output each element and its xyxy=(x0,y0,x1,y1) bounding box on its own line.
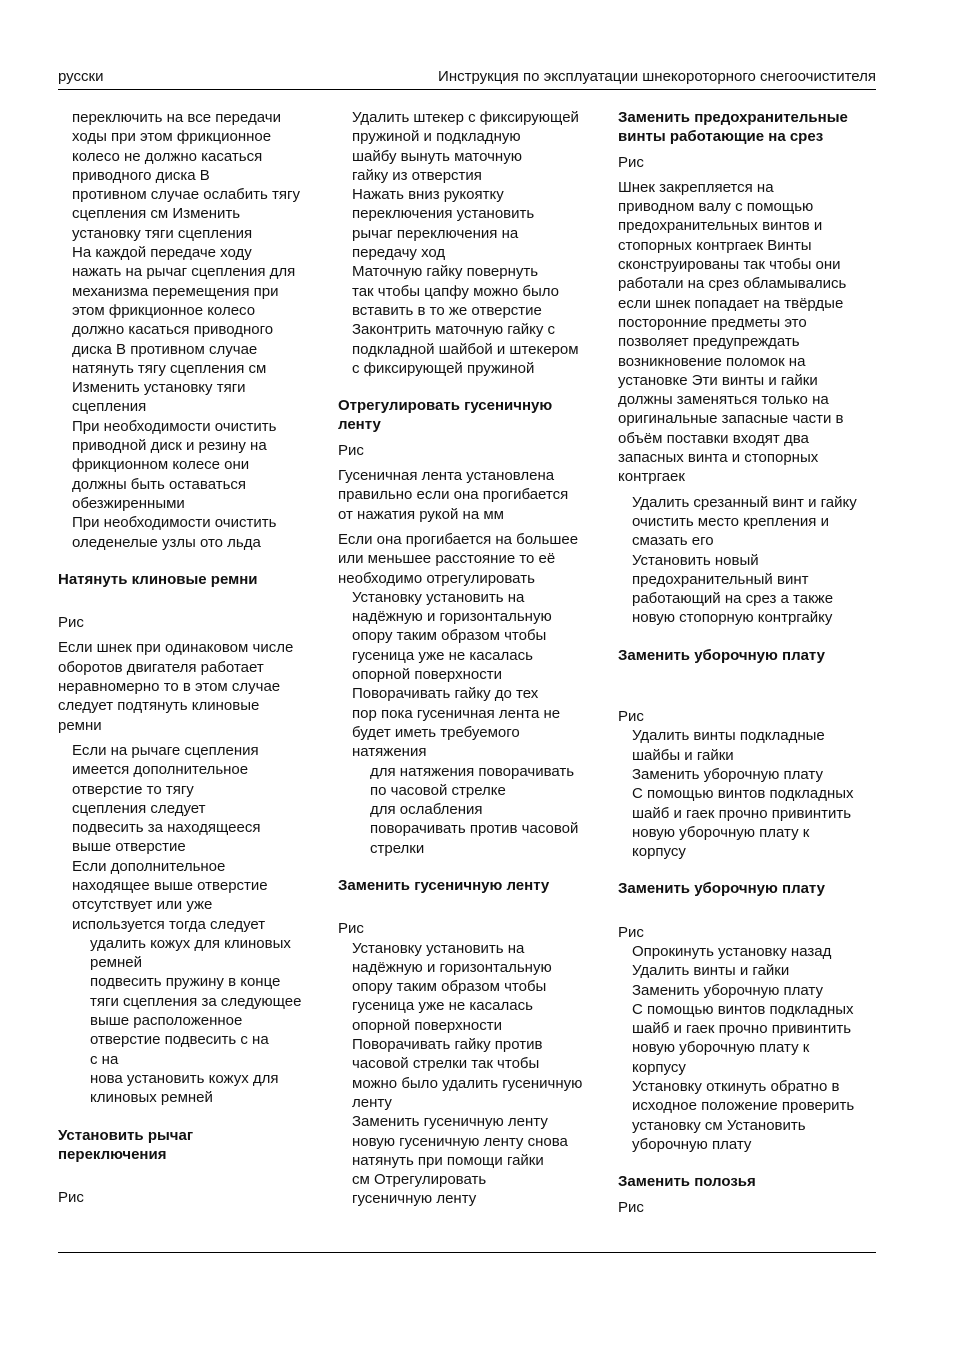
paragraph: Установить новый предохранительный винт работающий на срез а также новую стопорную контргайку xyxy=(632,551,834,627)
paragraph: переключить на все передачи ходы при этом фрикционное колесо не должно касаться приводного диска В противном случае ослабить тягу сцепления см Изменить установку тяги сцепления xyxy=(72,109,300,242)
paragraph: Установку откинуть обратно в исходное положение проверить установку см Установить уборочную плату xyxy=(632,1078,855,1153)
figure-ref: Рис xyxy=(58,614,84,632)
section-heading: Установить рычаг переключения xyxy=(58,1126,194,1163)
paragraph: С помощью винтов подкладных шайб и гаек прочно привинтить новую уборочную плату к корпусу xyxy=(632,785,854,861)
header-title: Инструкция по эксплуатации шнекороторного снегоочистителя xyxy=(438,68,876,85)
paragraph: удалить кожух для клиновых ремней xyxy=(90,934,291,972)
paragraph: На каждой передаче ходу нажать на рычаг сцепления для механизма перемещения при этом фрикционное колесо должно касаться приводного диска В противном случае натянуть тягу сцепления см Изменить установку тяги сцепления xyxy=(72,244,296,416)
section-heading: Заменить уборочную плату xyxy=(618,880,825,898)
paragraph: Шнек закрепляется на приводном валу с помощью предохранительных винтов и стопорных контргаек Винты сконструированы так чтобы они работали на срез обламывались если шнек попадает на твёрдые посторонние предметы это позволяет предупреждать возникновение поломок на установке Эти винты и гайки должны заменяться только на оригинальные запасные части в объём поставки входят два запасных винта и стопорных контргаек xyxy=(618,178,847,486)
header-rule xyxy=(58,89,876,90)
paragraph: Опрокинуть установку назад xyxy=(632,942,832,960)
paragraph: для ослабления поворачивать против часовой стрелки xyxy=(370,801,579,857)
figure-ref: Рис xyxy=(618,923,644,941)
section-heading: Заменить предохранительные винты работающие на срез xyxy=(618,109,848,146)
column-middle xyxy=(338,108,600,1209)
paragraph: для натяжения поворачивать по часовой стрелке xyxy=(370,762,575,799)
paragraph: Маточную гайку повернуть так чтобы цапфу можно было вставить в то же отверстие xyxy=(352,263,560,319)
paragraph: подвесить пружину в конце тяги сцепления за следующее выше расположенное отверстие подвесить с на с на xyxy=(90,973,302,1068)
section-heading: Отрегулировать гусеничную ленту xyxy=(338,397,553,434)
paragraph: Заменить гусеничную ленту новую гусеничную ленту снова натянуть при помощи гайки см Отрегулировать гусеничную ленту xyxy=(352,1113,568,1208)
paragraph: Гусеничная лента установлена правильно если она прогибается от нажатия рукой на мм xyxy=(338,467,569,523)
figure-ref: Рис xyxy=(618,1198,644,1216)
column-right xyxy=(618,108,880,1217)
paragraph: При необходимости очистить оледенелые узлы ото льда xyxy=(72,514,277,551)
figure-ref: Рис xyxy=(58,1189,84,1207)
paragraph: Заменить уборочную плату xyxy=(632,981,823,999)
paragraph: С помощью винтов подкладных шайб и гаек прочно привинтить новую уборочную плату к корпусу xyxy=(632,1000,854,1076)
footer-rule xyxy=(58,1252,876,1253)
column-left xyxy=(58,108,323,1207)
paragraph: Удалить винты подкладные шайбы и гайки xyxy=(632,727,825,764)
paragraph: При необходимости очистить приводной диск и резину на фрикционном колесе они должны быть оставаться обезжиренными xyxy=(72,417,277,512)
paragraph: Удалить срезанный винт и гайку очистить место крепления и смазать его xyxy=(632,493,857,550)
paragraph: Если она прогибается на большее или меньшее расстояние то её необходимо отрегулировать xyxy=(338,530,579,587)
paragraph: Заменить уборочную плату xyxy=(632,765,823,783)
figure-ref: Рис xyxy=(618,153,644,171)
paragraph: Если дополнительное находящее выше отверстие отсутствует или уже используется тогда следует xyxy=(72,857,268,933)
paragraph: Установку установить на надёжную и горизонтальную опору таким образом чтобы гусеница уже не касалась опорной поверхности xyxy=(352,939,552,1034)
figure-ref: Рис xyxy=(338,920,364,938)
paragraph: Нажать вниз рукоятку переключения установить рычаг переключения на передачу ход xyxy=(352,186,535,262)
header-language: русски xyxy=(58,68,104,85)
paragraph: Поворачивать гайку до тех пор пока гусеничная лента не будет иметь требуемого натяжения xyxy=(352,685,561,761)
paragraph: нова установить кожух для клиновых ремней xyxy=(90,1069,279,1107)
paragraph: Установку установить на надёжную и горизонтальную опору таким образом чтобы гусеница уже не касалась опорной поверхности xyxy=(352,588,552,684)
paragraph: Если шнек при одинаковом числе оборотов двигателя работает неравномерно то в этом случае следует подтянуть клиновые ремни xyxy=(58,639,294,734)
figure-ref: Рис xyxy=(618,708,644,726)
paragraph: Если на рычаге сцепления имеется дополнительное отверстие то тягу сцепления следует подвесить за находящееся выше отверстие xyxy=(72,741,261,856)
paragraph: Удалить штекер с фиксирующей пружиной и подкладную шайбу вынуть маточную гайку из отверстия xyxy=(352,109,579,184)
section-heading: Заменить уборочную плату xyxy=(618,646,825,664)
paragraph: Удалить винты и гайки xyxy=(632,962,790,980)
section-heading: Заменить полозья xyxy=(618,1173,756,1191)
figure-ref: Рис xyxy=(338,441,364,459)
section-heading: Натянуть клиновые ремни xyxy=(58,570,258,588)
paragraph: Поворачивать гайку против часовой стрелки так чтобы можно было удалить гусеничную ленту xyxy=(352,1036,583,1111)
paragraph: Законтрить маточную гайку с подкладной шайбой и штекером с фиксирующей пружиной xyxy=(352,321,579,377)
section-heading: Заменить гусеничную ленту xyxy=(338,876,550,894)
